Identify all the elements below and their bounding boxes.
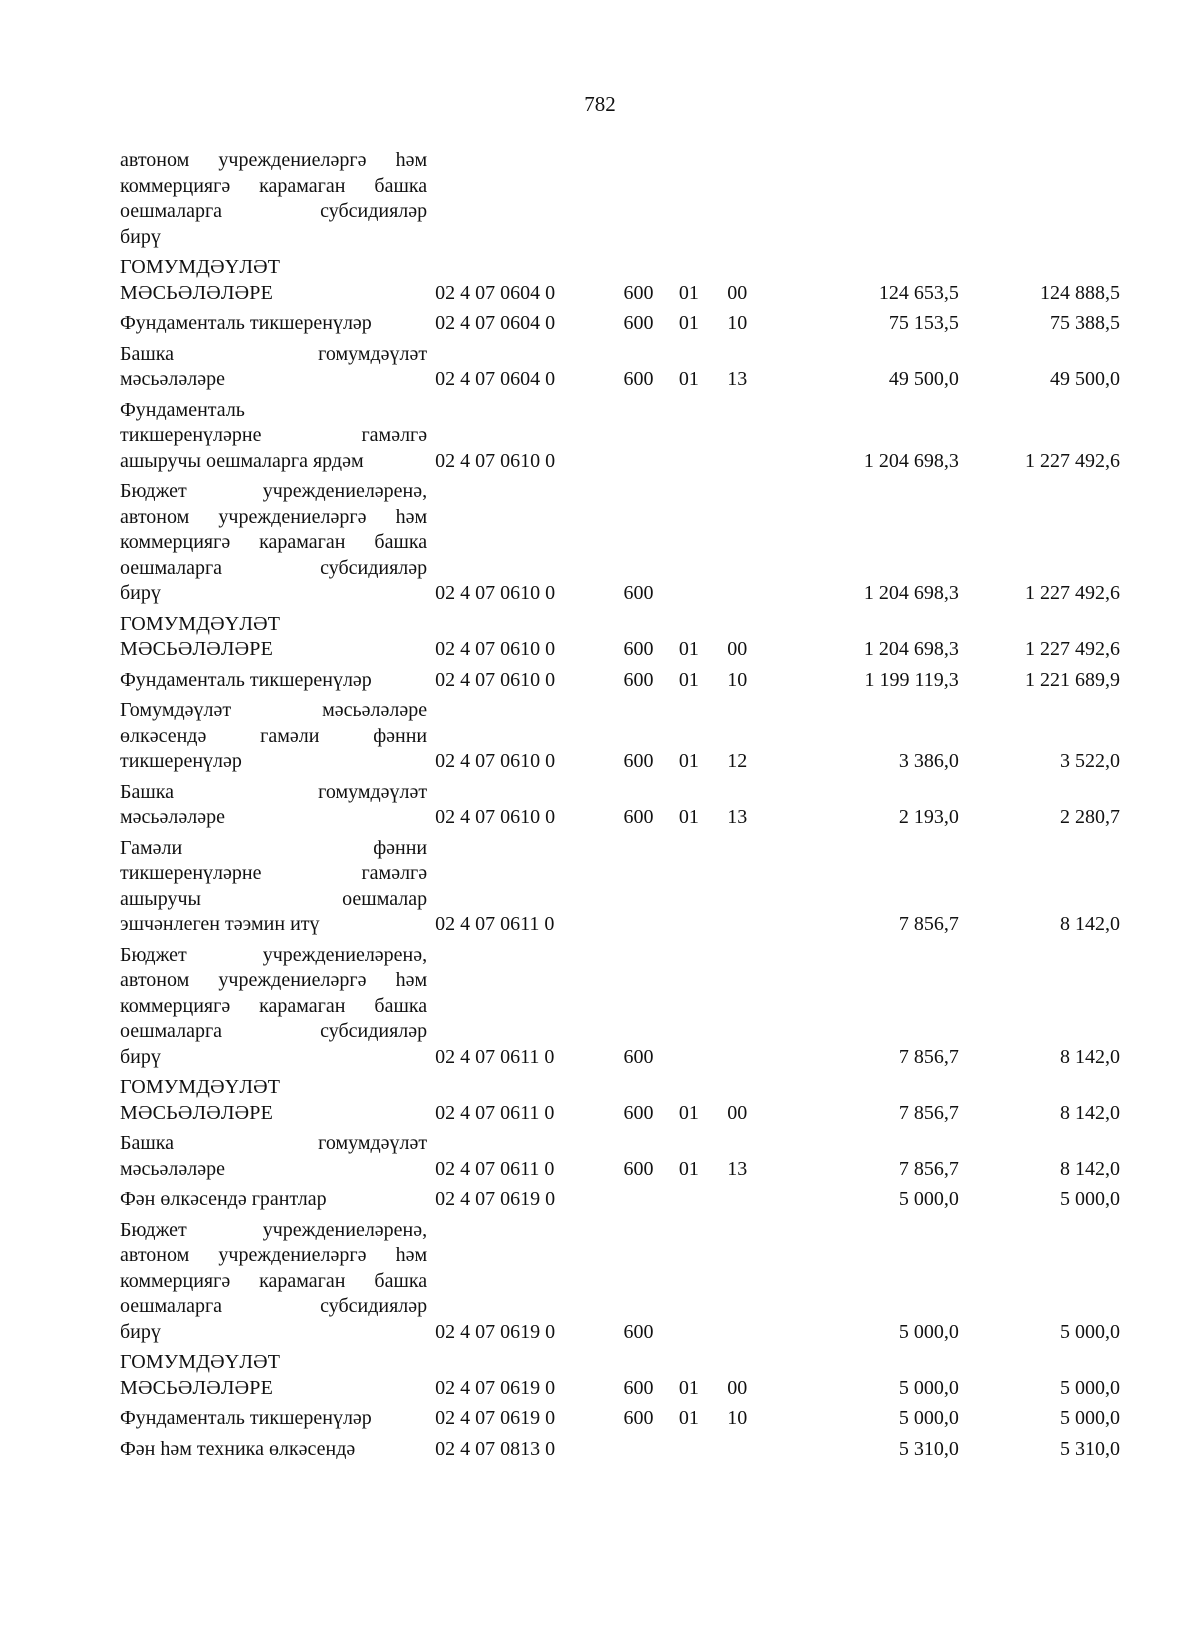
amount-year1-cell: 7 856,7	[898, 1157, 959, 1180]
subsection-cell: 00	[727, 638, 748, 660]
section-cell: 01	[678, 750, 699, 772]
amount-year1-cell: 7 856,7	[898, 913, 959, 935]
table-body	[120, 148, 1120, 1467]
item-name-cell	[120, 1218, 427, 1351]
amount-year2-cell	[959, 148, 1120, 255]
amount-year1-cell: 7 856,7	[898, 1045, 959, 1068]
subsection-cell: 10	[727, 1407, 748, 1429]
amount-year2-cell: 2 280,7	[1060, 806, 1120, 828]
item-name-cell	[120, 780, 427, 836]
table-row	[120, 1218, 1120, 1351]
table-row	[120, 311, 1120, 342]
table-row	[120, 1075, 1120, 1131]
item-name-line: ГОМУМДӘҮЛӘТ	[120, 1076, 281, 1098]
item-name-line: бирү	[120, 1045, 161, 1068]
table-row	[120, 943, 1120, 1076]
expense-type-cell	[624, 1187, 679, 1218]
amount-year1-cell: 124 653,5	[878, 281, 959, 304]
expense-type-cell: 600	[623, 281, 654, 304]
item-name-line: ГОМУМДӘҮЛӘТ	[120, 256, 281, 278]
item-name-cell	[120, 398, 427, 480]
section-cell: 01	[678, 1157, 699, 1180]
amount-year2-cell: 1 221 689,9	[1025, 668, 1120, 691]
item-name-line: Фән һәм техника өлкәсендә	[120, 1437, 356, 1460]
item-name-line: бирү	[120, 225, 161, 248]
code-cell: 02 4 07 0610 0	[435, 806, 556, 828]
section-cell: 01	[678, 806, 699, 828]
item-name-cell	[120, 836, 427, 943]
subsection-cell	[727, 1218, 787, 1351]
item-name-line: Бюджет учреждениеләренә,	[120, 1218, 428, 1241]
amount-year1-cell: 49 500,0	[888, 368, 959, 390]
expense-type-cell: 600	[623, 312, 654, 334]
item-name-line: эшчәнлеген тәэмин итү	[120, 913, 320, 935]
amount-year1-cell: 2 193,0	[898, 806, 959, 828]
item-name-line: МӘСЬӘЛӘЛӘРЕ	[120, 1376, 274, 1399]
table-row	[120, 668, 1120, 699]
amount-year1-cell	[788, 148, 959, 255]
amount-year1-cell: 7 856,7	[898, 1101, 959, 1124]
amount-year1-cell: 5 000,0	[898, 1376, 959, 1399]
section-cell	[679, 943, 727, 1076]
expense-type-cell	[624, 1437, 679, 1468]
item-name-line: оешмаларга субсидияләр	[120, 1295, 428, 1317]
table-row	[120, 148, 1120, 255]
subsection-cell	[727, 148, 787, 255]
item-name-line: Башка гомумдәүләт	[120, 780, 428, 803]
section-cell: 01	[678, 638, 699, 660]
code-cell: 02 4 07 0604 0	[435, 312, 556, 334]
item-name-line: МӘСЬӘЛӘЛӘРЕ	[120, 281, 274, 304]
item-name-line: Фундаменталь тикшеренүләр	[120, 312, 372, 334]
item-name-line: ашыручы оешмалар	[120, 887, 428, 910]
amount-year2-cell: 75 388,5	[1050, 312, 1120, 334]
code-cell: 02 4 07 0611 0	[435, 1045, 555, 1068]
item-name-cell	[120, 479, 427, 612]
amount-year2-cell: 5 000,0	[1060, 1407, 1120, 1429]
subsection-cell	[727, 479, 787, 612]
amount-year1-cell: 5 310,0	[898, 1437, 959, 1460]
item-name-cell	[120, 943, 427, 1076]
expense-type-cell: 600	[623, 750, 654, 772]
item-name-line: тикшеренүләрне гамәлгә	[120, 424, 428, 446]
subsection-cell: 13	[727, 1157, 748, 1180]
item-name-line: автоном учреждениеләргә һәм	[120, 969, 428, 991]
subsection-cell: 13	[727, 368, 748, 390]
code-cell: 02 4 07 0619 0	[435, 1407, 556, 1429]
item-name-line: коммерциягә карамаган башка	[120, 174, 428, 197]
item-name-line: Фундаменталь	[120, 398, 245, 421]
amount-year2-cell: 8 142,0	[1060, 913, 1120, 935]
item-name-cell	[120, 1075, 427, 1131]
item-name-line: бирү	[120, 582, 161, 604]
item-name-line: өлкәсендә гамәли фәнни	[120, 724, 428, 747]
amount-year2-cell: 1 227 492,6	[1025, 638, 1120, 660]
item-name-line: Бюджет учреждениеләренә,	[120, 480, 428, 502]
page-number: 782	[584, 92, 616, 116]
item-name-line: Фундаменталь тикшеренүләр	[120, 668, 372, 691]
section-cell	[679, 836, 727, 943]
item-name-cell	[120, 698, 427, 780]
section-cell	[679, 398, 727, 480]
amount-year2-cell: 49 500,0	[1050, 368, 1120, 390]
section-cell	[679, 479, 727, 612]
item-name-cell	[120, 612, 427, 668]
item-name-line: оешмаларга субсидияләр	[120, 556, 428, 579]
subsection-cell: 00	[727, 1376, 748, 1399]
section-cell: 01	[678, 1376, 699, 1399]
subsection-cell: 00	[727, 1101, 748, 1124]
table-row	[120, 698, 1120, 780]
expense-type-cell: 600	[623, 1320, 654, 1343]
code-cell: 02 4 07 0619 0	[435, 1188, 556, 1210]
amount-year1-cell: 5 000,0	[898, 1320, 959, 1343]
code-cell: 02 4 07 0619 0	[435, 1376, 556, 1399]
table-row	[120, 1437, 1120, 1468]
code-cell: 02 4 07 0604 0	[435, 281, 556, 304]
item-name-line: коммерциягә карамаган башка	[120, 531, 428, 553]
code-cell: 02 4 07 0604 0	[435, 368, 556, 390]
item-name-cell	[120, 1131, 427, 1187]
section-cell: 01	[678, 368, 699, 390]
table-row	[120, 836, 1120, 943]
expense-type-cell: 600	[623, 1376, 654, 1399]
amount-year2-cell: 5 000,0	[1060, 1188, 1120, 1210]
code-cell: 02 4 07 0813 0	[435, 1437, 556, 1460]
section-cell: 01	[678, 281, 699, 304]
amount-year1-cell: 75 153,5	[888, 312, 959, 334]
amount-year2-cell: 8 142,0	[1060, 1157, 1120, 1180]
item-name-line: бирү	[120, 1320, 161, 1343]
amount-year1-cell: 3 386,0	[898, 750, 959, 772]
subsection-cell: 10	[727, 312, 748, 334]
amount-year2-cell: 124 888,5	[1040, 281, 1120, 304]
amount-year2-cell: 8 142,0	[1060, 1101, 1120, 1124]
amount-year1-cell: 1 199 119,3	[864, 668, 959, 691]
amount-year2-cell: 1 227 492,6	[1025, 449, 1120, 472]
expense-type-cell: 600	[623, 638, 654, 660]
code-cell: 02 4 07 0619 0	[435, 1320, 556, 1343]
item-name-line: Башка гомумдәүләт	[120, 1132, 428, 1154]
budget-table	[120, 148, 1120, 1467]
expense-type-cell	[624, 398, 679, 480]
item-name-line: ГОМУМДӘҮЛӘТ	[120, 1351, 281, 1373]
code-cell: 02 4 07 0610 0	[435, 638, 556, 660]
code-cell: 02 4 07 0610 0	[435, 449, 556, 472]
item-name-cell	[120, 1406, 427, 1437]
item-name-line: тикшеренүләр	[120, 750, 242, 772]
item-name-line: Бюджет учреждениеләренә,	[120, 943, 428, 966]
subsection-cell	[727, 836, 787, 943]
item-name-line: коммерциягә карамаган башка	[120, 994, 428, 1017]
item-name-line: МӘСЬӘЛӘЛӘРЕ	[120, 638, 274, 660]
section-cell: 01	[678, 312, 699, 334]
item-name-line: коммерциягә карамаган башка	[120, 1269, 428, 1292]
amount-year1-cell: 1 204 698,3	[863, 582, 959, 604]
expense-type-cell: 600	[623, 582, 654, 604]
item-name-cell	[120, 148, 427, 255]
subsection-cell: 00	[727, 281, 748, 304]
expense-type-cell: 600	[623, 668, 654, 691]
item-name-line: мәсьәләләре	[120, 368, 225, 390]
subsection-cell	[727, 398, 787, 480]
item-name-cell	[120, 342, 427, 398]
subsection-cell: 13	[727, 806, 748, 828]
amount-year1-cell: 1 204 698,3	[863, 638, 959, 660]
code-cell: 02 4 07 0610 0	[435, 750, 556, 772]
amount-year2-cell: 5 310,0	[1060, 1437, 1120, 1460]
item-name-line: Гамәли фәнни	[120, 836, 428, 859]
code-cell: 02 4 07 0611 0	[435, 1101, 555, 1124]
expense-type-cell: 600	[623, 368, 654, 390]
item-name-line: МӘСЬӘЛӘЛӘРЕ	[120, 1101, 274, 1124]
expense-type-cell: 600	[623, 1407, 654, 1429]
table-row	[120, 342, 1120, 398]
table-row	[120, 1187, 1120, 1218]
item-name-cell	[120, 1437, 427, 1468]
code-cell: 02 4 07 0611 0	[435, 1157, 555, 1180]
section-cell	[679, 1437, 727, 1468]
amount-year2-cell: 8 142,0	[1060, 1045, 1120, 1068]
subsection-cell: 12	[727, 750, 748, 772]
table-row	[120, 1131, 1120, 1187]
item-name-cell	[120, 255, 427, 311]
section-cell	[679, 1218, 727, 1351]
item-name-line: автоном учреждениеләргә һәм	[120, 149, 428, 171]
item-name-cell	[120, 1350, 427, 1406]
item-name-line: Башка гомумдәүләт	[120, 342, 428, 365]
code-cell: 02 4 07 0611 0	[435, 913, 555, 935]
subsection-cell	[727, 1187, 787, 1218]
item-name-line: Гомумдәүләт мәсьәләләре	[120, 699, 428, 721]
code-cell	[427, 148, 623, 255]
amount-year2-cell: 3 522,0	[1060, 750, 1120, 772]
amount-year2-cell: 5 000,0	[1060, 1320, 1120, 1343]
amount-year1-cell: 5 000,0	[898, 1188, 959, 1210]
item-name-cell	[120, 1187, 427, 1218]
table-row	[120, 255, 1120, 311]
section-cell: 01	[678, 1101, 699, 1124]
item-name-line: Фундаменталь тикшеренүләр	[120, 1407, 372, 1429]
table-row	[120, 612, 1120, 668]
table-row	[120, 1350, 1120, 1406]
table-row	[120, 780, 1120, 836]
amount-year2-cell: 5 000,0	[1060, 1376, 1120, 1399]
subsection-cell	[727, 1437, 787, 1468]
item-name-line: мәсьәләләре	[120, 806, 225, 828]
item-name-line: ашыручы оешмаларга ярдәм	[120, 449, 364, 472]
expense-type-cell	[624, 148, 679, 255]
section-cell	[679, 148, 727, 255]
section-cell: 01	[678, 1407, 699, 1429]
amount-year2-cell: 1 227 492,6	[1025, 582, 1120, 604]
table-row	[120, 479, 1120, 612]
expense-type-cell: 600	[623, 1045, 654, 1068]
expense-type-cell	[624, 836, 679, 943]
item-name-line: оешмаларга субсидияләр	[120, 1020, 428, 1042]
item-name-line: оешмаларга субсидияләр	[120, 200, 428, 222]
amount-year1-cell: 5 000,0	[898, 1407, 959, 1429]
expense-type-cell: 600	[623, 1101, 654, 1124]
item-name-line: автоном учреждениеләргә һәм	[120, 1244, 428, 1266]
expense-type-cell: 600	[623, 806, 654, 828]
item-name-cell	[120, 311, 427, 342]
code-cell: 02 4 07 0610 0	[435, 582, 556, 604]
amount-year1-cell: 1 204 698,3	[863, 449, 959, 472]
item-name-line: ГОМУМДӘҮЛӘТ	[120, 612, 281, 635]
expense-type-cell: 600	[623, 1157, 654, 1180]
section-cell	[679, 1187, 727, 1218]
item-name-line: Фән өлкәсендә грантлар	[120, 1188, 327, 1210]
item-name-cell	[120, 668, 427, 699]
section-cell: 01	[678, 668, 699, 691]
table-row	[120, 398, 1120, 480]
subsection-cell	[727, 943, 787, 1076]
code-cell: 02 4 07 0610 0	[435, 668, 556, 691]
subsection-cell: 10	[727, 668, 748, 691]
table-row	[120, 1406, 1120, 1437]
item-name-line: мәсьәләләре	[120, 1157, 225, 1180]
item-name-line: тикшеренүләрне гамәлгә	[120, 862, 428, 884]
item-name-line: автоном учреждениеләргә һәм	[120, 505, 428, 528]
